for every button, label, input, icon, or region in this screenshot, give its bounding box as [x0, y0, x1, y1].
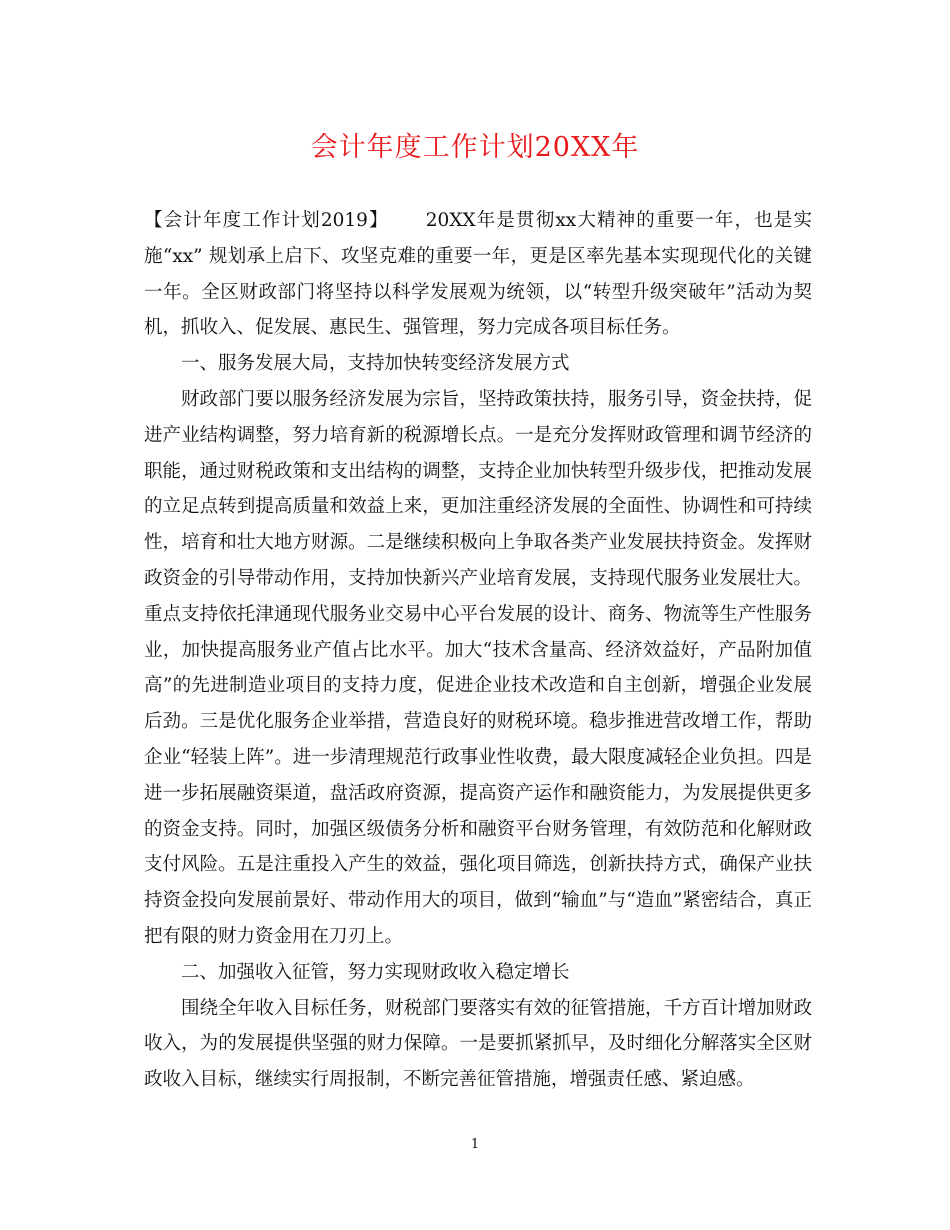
section-heading-1: 一、服务发展大局，支持加快转变经济发展方式: [181, 353, 570, 375]
section-paragraph-1: 财政部门要以服务经济发展为宗旨，坚持政策扶持，服务引导，资金扶持，促进产业结构调整，努力培育新的税源增长点。一是充分发挥财政管理和调节经济的职能，通过财税政策和支出结构的调整，支持企业加快转型升级步伐，把推动发展的立足点转到提高质量和效益上来，更加注重经济发展的全面性、协调性和可持续性，培育和壮大地方财源。二是继续积极向上争取各类产业发展扶持资金。发挥财政资金的引导带动作用，支持加快新兴产业培育发展，支持现代服务业发展壮大。重点支持依托津通现代服务业交易中心平台发展的设计、商务、物流等生产性服务业，加快提高服务业产值占比水平。加大“技术含量高、经济效益好，产品附加值高”的先进制造业项目的支持力度，促进企业技术改造和自主创新，增强企业发展后劲。三是优化服务企业举措，营造良好的财税环境。稳步推进营改增工作，帮助企业“轻装上阵”。进一步清理规范行政事业性收费，最大限度减轻企业负担。四是进一步拓展融资渠道，盘活政府资源，提高资产运作和融资能力，为发展提供更多的资金支持。同时，加强区级债务分析和融资平台财务管理，有效防范和化解财政支付风险。五是注重投入产生的效益，强化项目筛选，创新扶持方式，确保产业扶持资金投向发展前景好、带动作用大的项目，做到“输血”与“造血”紧密结合，真正把有限的财力资金用在刀刃上。: [144, 388, 812, 947]
section-paragraph-2: 围绕全年收入目标任务，财税部门要落实有效的征管措施，千方百计增加财政收入，为的发展提供坚强的财力保障。一是要抓紧抓早，及时细化分解落实全区财政收入目标，继续实行周报制，不断完善征管措施，增强责任感、紧迫感。: [144, 997, 812, 1091]
intro-tag: 【会计年度工作计划2019】: [144, 210, 389, 231]
document-title: 会计年度工作计划20XX年: [310, 132, 640, 163]
intro-paragraph: [144, 203, 812, 346]
page-number: 1: [470, 1137, 480, 1152]
intro-text: 20XX年是贯彻xx大精神的重要一年，也是实施“xx” 规划承上启下、攻坚克难的重要一年，更是区率先基本实现现代化的关键一年。全区财政部门将坚持以科学发展观为统领，以“转型升级突破年”活动为契机，抓收入、促发展、惠民生、强管理，努力完成各项目标任务。: [144, 210, 812, 339]
document-body: [144, 203, 812, 1098]
section-heading-2: 二、加强收入征管，努力实现财政收入稳定增长: [181, 961, 570, 983]
